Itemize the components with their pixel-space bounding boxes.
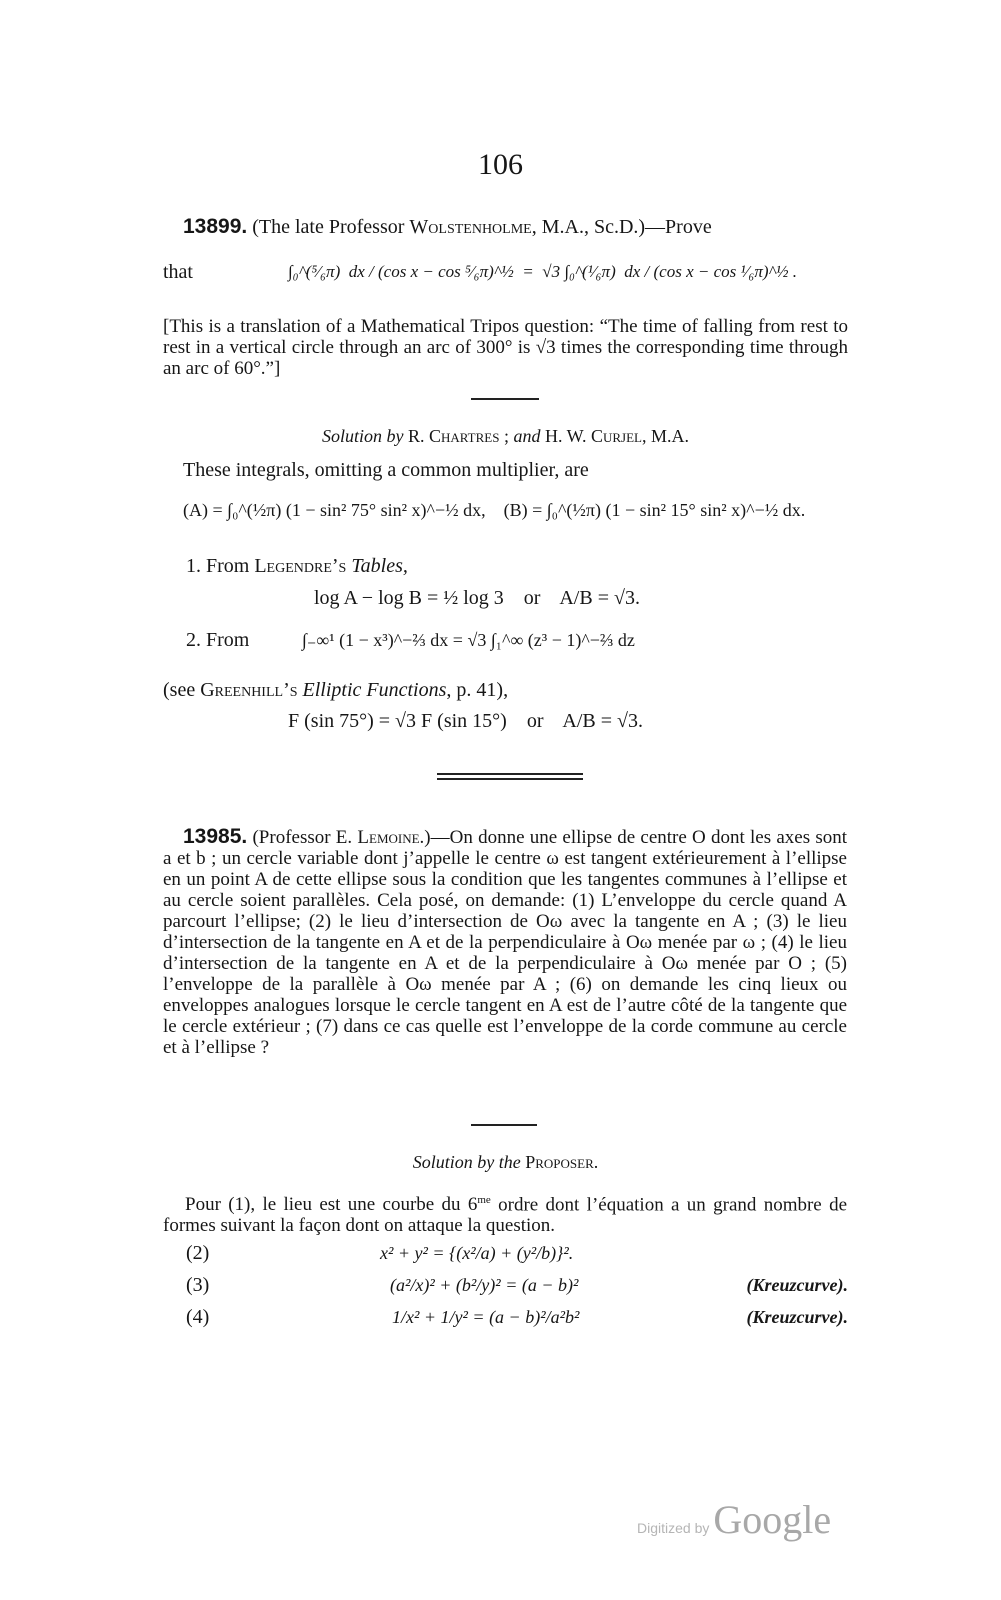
google-logo: Google <box>713 1497 832 1542</box>
equation-row-2 <box>186 1243 848 1267</box>
author-suffix: , M.A., Sc.D.)—Prove <box>531 216 712 238</box>
digitized-by-label: Digitized by <box>637 1520 710 1536</box>
equation-log: log A − log B = ½ log 3 or A/B = √3. <box>314 587 640 609</box>
equation: x² + y² = {(x²/a) + (y²/b)}². <box>380 1243 574 1263</box>
intro-text: These integrals, omitting a common multiplier, are <box>183 459 589 481</box>
solution-heading <box>163 426 848 447</box>
double-divider-top <box>437 773 583 775</box>
divider <box>471 1124 537 1126</box>
equation-row-4 <box>186 1307 848 1331</box>
double-divider-bottom <box>437 778 583 780</box>
equation-label: (3) <box>186 1274 210 1296</box>
solver-name-1: R. Chartres ; <box>403 426 514 446</box>
solution-by-label: Solution by the <box>412 1152 521 1172</box>
para-end: ordre dont l’équation a un grand nombre de formes suivant la façon dont on attaque la question. <box>163 1194 847 1237</box>
kreuzcurve-note: (Kreuzcurve). <box>746 1275 848 1295</box>
and-label: and <box>513 426 541 446</box>
author-name: Lemoine <box>357 827 420 848</box>
page-number: 106 <box>478 148 523 181</box>
legendre-name: Legendre’s <box>254 555 347 577</box>
para-start: Pour (1), le lieu est une courbe du 6 <box>185 1194 478 1216</box>
kreuzcurve-note: (Kreuzcurve). <box>746 1307 848 1327</box>
proposer-label: Proposer. <box>520 1152 599 1172</box>
author-prefix: (Professor E. <box>252 827 358 848</box>
solution-paragraph <box>163 1190 847 1236</box>
elliptic-functions-title: Elliptic Functions <box>297 679 447 701</box>
question-number: 13985. <box>183 825 248 848</box>
author-prefix: (The late Professor <box>252 216 410 238</box>
equation-row-3 <box>186 1275 848 1299</box>
equation-integral: ∫₋∞¹ (1 − x³)^−⅔ dx = √3 ∫₁^∞ (z³ − 1)^−⅔ dz <box>302 630 635 650</box>
equation-label: (4) <box>186 1306 210 1328</box>
translation-note: [This is a translation of a Mathematical Tripos question: “The time of falling from rest to rest in a vertical circle through an arc of 300° is √3 times the corresponding time through an arc of 60°.”] <box>163 316 848 379</box>
question-text: On donne une ellipse de centre O dont les axes sont a et b ; un cercle variable dont j’appelle le centre ω est tangent extérieurement à l’ellipse en un point A de cette ellipse sous la condition que les tangentes communes à l’ellipse et au cercle soient parallèles. Cela posé, on demande: (1) L’enveloppe du cercle quand A parcourt l’ellipse; (2) le lieu d’intersection de Oω avec la tangente en A ; (3) le lieu d’intersection de la tangente en A et de la perpendiculaire à Oω menée par ω ; (4) le lieu d’intersection de la tangente en A et de la perpendiculaire à Oω menée par O ; (5) l’enveloppe de la parallèle à Oω menée par A ; (6) on demande les cinq lieux ou enveloppes analogues lorsque le cercle tangent en A est de l’autre côté de la tangente que le cercle extérieur ; (7) dans ce cas quelle est l’enveloppe de la corde commune au cercle et à l’ellipse ? <box>163 827 848 1058</box>
equation-a-b: (A) = ∫₀^(½π) (1 − sin² 75° sin² x)^−½ dx, (B) = ∫₀^(½π) (1 − sin² 15° sin² x)^−½ dx. <box>183 500 806 520</box>
equation-f: F (sin 75°) = √3 F (sin 15°) or A/B = √3. <box>288 710 643 732</box>
equation: (a²/x)² + (b²/y)² = (a − b)² <box>390 1275 579 1295</box>
divider <box>471 398 539 400</box>
that-label: that <box>163 261 193 283</box>
solver-name-2: H. W. Curjel, M.A. <box>540 426 689 446</box>
equation-13899: ∫₀^(⁵⁄₆π) dx / (cos x − cos ⁵⁄₆π)^½ = √3 ∫₀^(¹⁄₆π) dx / (cos x − cos ¹⁄₆π)^½ . <box>288 262 797 281</box>
greenhill-name: Greenhill’s <box>200 679 298 701</box>
question-13899-header <box>183 216 848 238</box>
solution-heading-2 <box>163 1152 848 1173</box>
author-suffix: .)— <box>419 827 450 848</box>
item-1 <box>186 556 408 577</box>
question-number: 13899. <box>183 215 248 238</box>
greenhill-reference <box>163 680 508 701</box>
author-name: Wolstenholme <box>409 216 532 238</box>
tables-label: Tables, <box>346 555 408 577</box>
question-13985 <box>163 826 847 1058</box>
item-2-label: 2. From <box>186 629 250 651</box>
item-1-prefix: 1. From <box>186 555 255 577</box>
superscript-me: me <box>477 1194 491 1206</box>
page-ref: , p. 41), <box>446 679 509 701</box>
equation-label: (2) <box>186 1242 210 1264</box>
solution-by-label: Solution by <box>322 426 404 446</box>
see-prefix: (see <box>163 679 201 701</box>
digitized-by-google-watermark <box>637 1496 831 1543</box>
equation: 1/x² + 1/y² = (a − b)²/a²b² <box>392 1307 580 1327</box>
